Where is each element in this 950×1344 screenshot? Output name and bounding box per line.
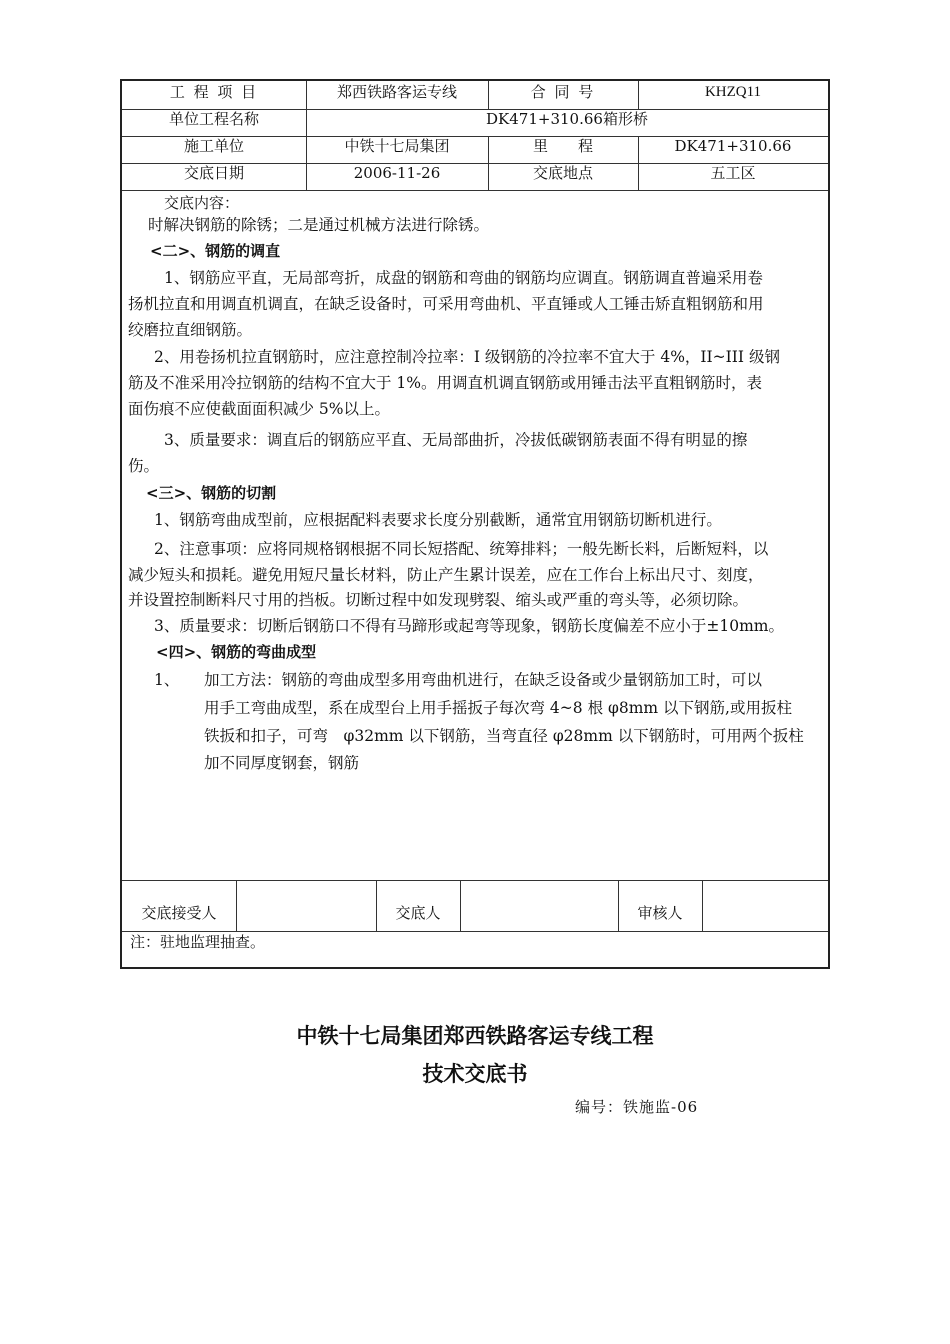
document-code: 编号：铁施监-06 [575, 1098, 699, 1116]
content-line: 伤。 [128, 457, 160, 475]
content-line: 1、钢筋弯曲成型前，应根据配料表要求长度分别截断，通常宜用钢筋切断机进行。 [154, 511, 722, 529]
content-line: 筋及不准采用冷拉钢筋的结构不宜大于 1%。用调直机调直钢筋或用锤击法平直粗钢筋时，表 [128, 374, 763, 392]
content-line: 2、注意事项：应将同规格钢根据不同长短搭配、统筹排料；一般先断长料，后断短料，以 [154, 540, 769, 558]
content-line: 铁扳和扣子，可弯 φ32mm 以下钢筋，当弯直径 φ28mm 以下钢筋时，可用两个扳柱 [204, 727, 804, 745]
content-line: 扬机拉直和用调直机调直，在缺乏设备时，可采用弯曲机、平直锤或人工锤击矫直粗钢筋和用 [128, 295, 764, 313]
section-heading: <三>、钢筋的切割 [146, 484, 277, 502]
content-line: 时解决钢筋的除锈；二是通过机械方法进行除锈。 [148, 216, 490, 234]
document-subtitle: 技术交底书 [422, 1062, 528, 1086]
content-line: 绞磨拉直细钢筋。 [128, 321, 253, 339]
mileage-label: 里 程 [532, 137, 593, 155]
discloser-label: 交底人 [395, 904, 441, 922]
construction-unit-label: 施工单位 [183, 137, 244, 155]
section-heading: <二>、钢筋的调直 [150, 242, 281, 260]
section-heading: <四>、钢筋的弯曲成型 [156, 643, 317, 661]
content-line: 并设置控制断料尺寸用的挡板。切断过程中如发现劈裂、缩头或严重的弯头等，必须切除。 [128, 591, 749, 609]
content-intro-label: 交底内容： [164, 194, 240, 212]
content-line: 减少短头和损耗。避免用短尺量长材料，防止产生累计误差，应在工作台上标出尺寸、刻度， [128, 566, 764, 584]
date-value: 2006-11-26 [353, 164, 441, 182]
unit-project-value: DK471+310.66箱形桥 [486, 110, 648, 128]
row-divider [122, 880, 828, 881]
content-line: 1、钢筋应平直，无局部弯折，成盘的钢筋和弯曲的钢筋均应调直。钢筋调直普遍采用卷 [164, 269, 763, 287]
reviewer-label: 审核人 [637, 904, 683, 922]
date-label: 交底日期 [183, 164, 244, 182]
content-line: 加不同厚度钢套，钢筋 [204, 754, 360, 772]
construction-unit-value: 中铁十七局集团 [344, 137, 450, 155]
project-label: 工 程 项 目 [169, 83, 259, 101]
discloser-signature-field[interactable] [460, 903, 618, 923]
content-line: 加工方法：钢筋的弯曲成型多用弯曲机进行，在缺乏设备或少量钢筋加工时，可以 [204, 671, 763, 689]
content-line: 3、质量要求：调直后的钢筋应平直、无局部曲折，冷拔低碳钢筋表面不得有明显的擦 [164, 431, 748, 449]
contract-value: KHZQ11 [704, 84, 762, 100]
supervision-note: 注：驻地监理抽查。 [130, 933, 266, 951]
list-number: 1、 [154, 671, 180, 689]
location-value: 五工区 [710, 164, 756, 182]
mileage-value: DK471+310.66 [674, 137, 792, 155]
content-line: 面伤痕不应使截面面积减少 5%以上。 [128, 400, 391, 418]
content-line: 用手工弯曲成型，系在成型台上用手摇扳子每次弯 4~8 根 φ8mm 以下钢筋,或用扳柱 [204, 699, 792, 717]
project-value: 郑西铁路客运专线 [336, 83, 457, 101]
location-label: 交底地点 [532, 164, 593, 182]
unit-project-label: 单位工程名称 [168, 110, 259, 128]
disclosure-form [120, 79, 830, 969]
document-title: 中铁十七局集团郑西铁路客运专线工程 [296, 1024, 654, 1048]
receiver-signature-field[interactable] [236, 903, 376, 923]
contract-label: 合 同 号 [530, 83, 596, 101]
reviewer-signature-field[interactable] [702, 903, 828, 923]
content-line: 3、质量要求：切断后钢筋口不得有马蹄形或起弯等现象，钢筋长度偏差不应小于±10mm。 [154, 617, 784, 635]
content-line: 2、用卷扬机拉直钢筋时，应注意控制冷拉率：I 级钢筋的冷拉率不宜大于 4%，II~III 级钢 [154, 348, 780, 366]
receiver-label: 交底接受人 [141, 904, 217, 922]
